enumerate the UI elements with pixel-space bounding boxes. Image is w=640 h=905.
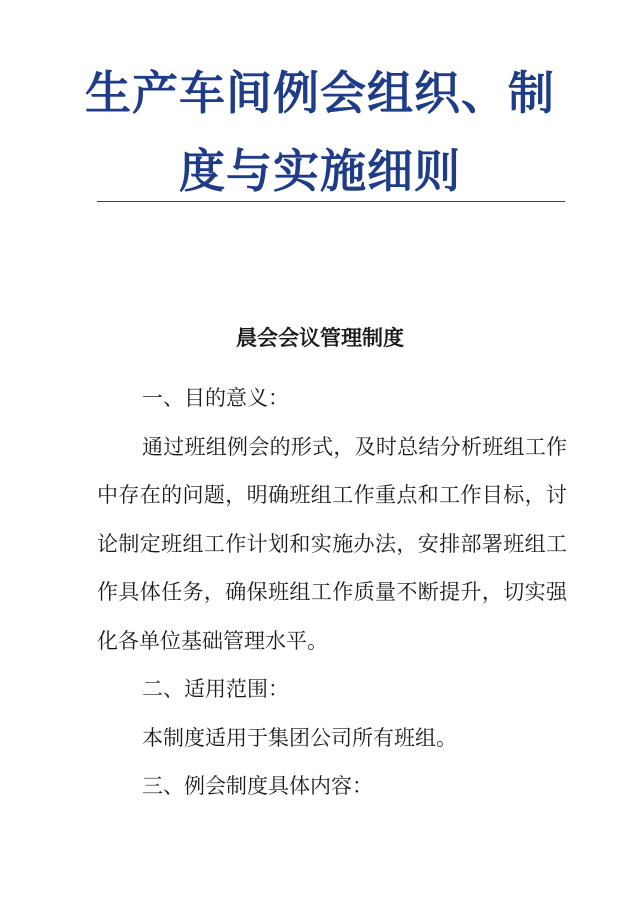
document-body (97, 374, 567, 811)
heading-scope: 二、适用范围： (142, 677, 289, 701)
title-line-2: 度与实施细则 (179, 144, 461, 198)
heading-content: 三、例会制度具体内容： (142, 774, 373, 798)
section-title: 晨会会议管理制度 (236, 326, 404, 350)
paragraph-scope: 本制度适用于集团公司所有班组。 (142, 725, 457, 750)
title-divider (97, 201, 565, 202)
document-title (0, 54, 640, 210)
title-line-1: 生产车间例会组织、制 (85, 66, 555, 120)
paragraph-purpose: 通过班组例会的形式，及时总结分析班组工作中存在的问题，明确班组工作重点和工作目标，讨论制定班组工作计划和实施办法，安排部署班组工作具体任务，确保班组工作质量不断提升，切实强化各单位基础管理水平。 (97, 434, 567, 653)
heading-purpose: 一、目的意义： (142, 386, 289, 410)
